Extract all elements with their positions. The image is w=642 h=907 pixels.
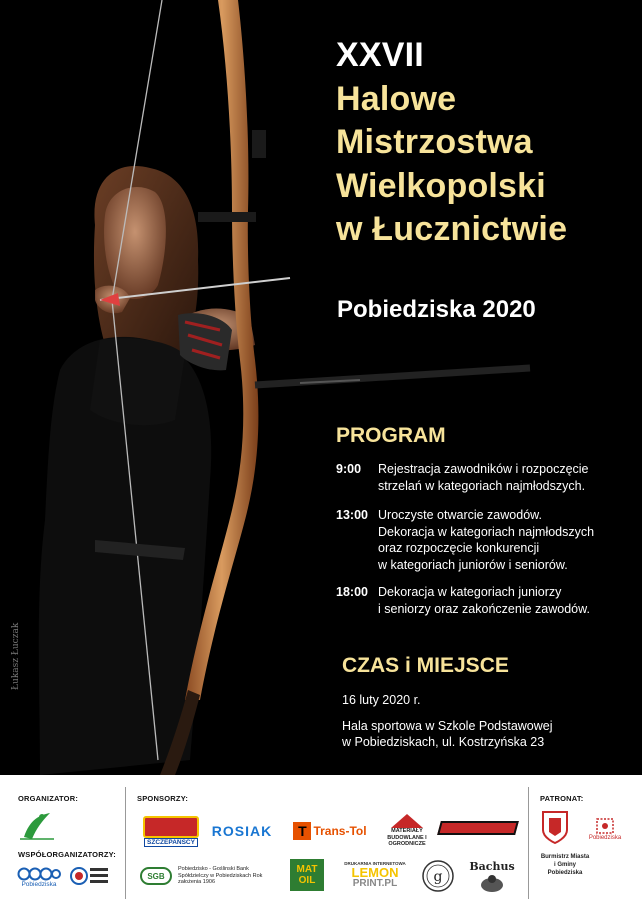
bachus-text: Bachus [469,859,515,873]
title-line-2: Halowe [336,79,457,118]
pobiedziska-logo-text: Pobiedziska [21,880,57,888]
patron-logo-text: Pobiedziska [588,835,622,841]
szczepanscy-logo [140,813,202,849]
patron-label: PATRONAT: [540,794,584,803]
program-time: 18:00 [336,585,368,599]
organizer-logo [18,809,56,843]
materialy-text: MATERIAŁY BUDOWLANE I OGRODNICZE [387,828,427,848]
lemonprint-print: PRINT.PL [352,878,398,889]
svg-text:g: g [433,869,443,885]
venue-line-1: Hala sportowa w Szkole Podstawowej [342,719,553,733]
svg-text:Łukasz Łuczak: Łukasz Łuczak [11,622,21,690]
lemonprint-top: DRUKARNIA INTERNETOWA [344,861,406,866]
program-heading: PROGRAM [336,424,446,447]
title-edition: XXVII [336,36,424,74]
sponsors-label: SPONSORZY: [137,794,189,803]
archery-club-logo [70,862,110,890]
program-desc: Dekoracja w kategoriach juniorzy i seniorzy oraz zakończenie zawodów. [378,585,590,616]
patron-text: Burmistrz Miasta i Gminy Pobiedziska [540,854,590,876]
title-line-3: Mistrzostwa [336,123,533,161]
event-title [336,34,636,252]
sponsor-strip [0,775,642,907]
sgb-text: SGB [140,867,172,885]
lemonprint-logo [340,857,410,893]
divider [528,787,529,899]
program-time: 13:00 [336,508,368,522]
g-seal-logo [420,859,456,893]
program-time: 9:00 [336,462,362,476]
szczepanscy-text: SZCZEPAŃSCY [144,838,198,847]
transtol-icon: T [293,822,311,840]
rosiak-logo [208,821,276,841]
program-desc: Rejestracja zawodników i rozpoczęcie strzelań w kategoriach najmłodszych. [378,462,589,493]
lemonprint-lemon: LEMON [351,865,399,880]
organizer-label: ORGANIZATOR: [18,794,79,803]
bachus-logo [466,857,518,895]
event-subtitle: Pobiedziska 2020 [337,296,536,323]
transtol-text: Trans-Tol [313,824,367,838]
materialy-logo [382,809,432,851]
venue-line-2: w Pobiedziskach, ul. Kostrzyńska 23 [342,735,545,749]
tiptopmol-logo [438,819,518,837]
place-heading: CZAS i MIEJSCE [342,654,509,677]
sgb-desc: Pobiedzisko - Goślinski Bank Spółdzielczy w Pobiedziskach Rok założenia 1906 [178,866,263,886]
transtol-logo [284,819,376,843]
sgb-logo [140,861,280,891]
title-line-5: w Łucznictwie [336,210,568,248]
coorganizers-label: WSPÓŁORGANIZATORZY: [18,850,116,859]
pobiedziska-patron-logo [582,811,628,847]
title-line-4: Wielkopolski [336,166,546,205]
program-desc: Uroczyste otwarcie zawodów. Dekoracja w kategoriach najmłodszych oraz rozpoczęcie konkurencji w kategoriach juniorów i seniorów. [378,508,595,572]
pobiedziska-coorganizer-logo [16,863,62,891]
divider [125,787,126,899]
coat-of-arms-icon [540,809,570,845]
matoil-logo [290,859,324,891]
rosiak-text: ROSIAK [211,823,273,839]
event-date: 16 luty 2020 r. [342,693,421,707]
matoil-text: MAT OIL [296,864,318,886]
